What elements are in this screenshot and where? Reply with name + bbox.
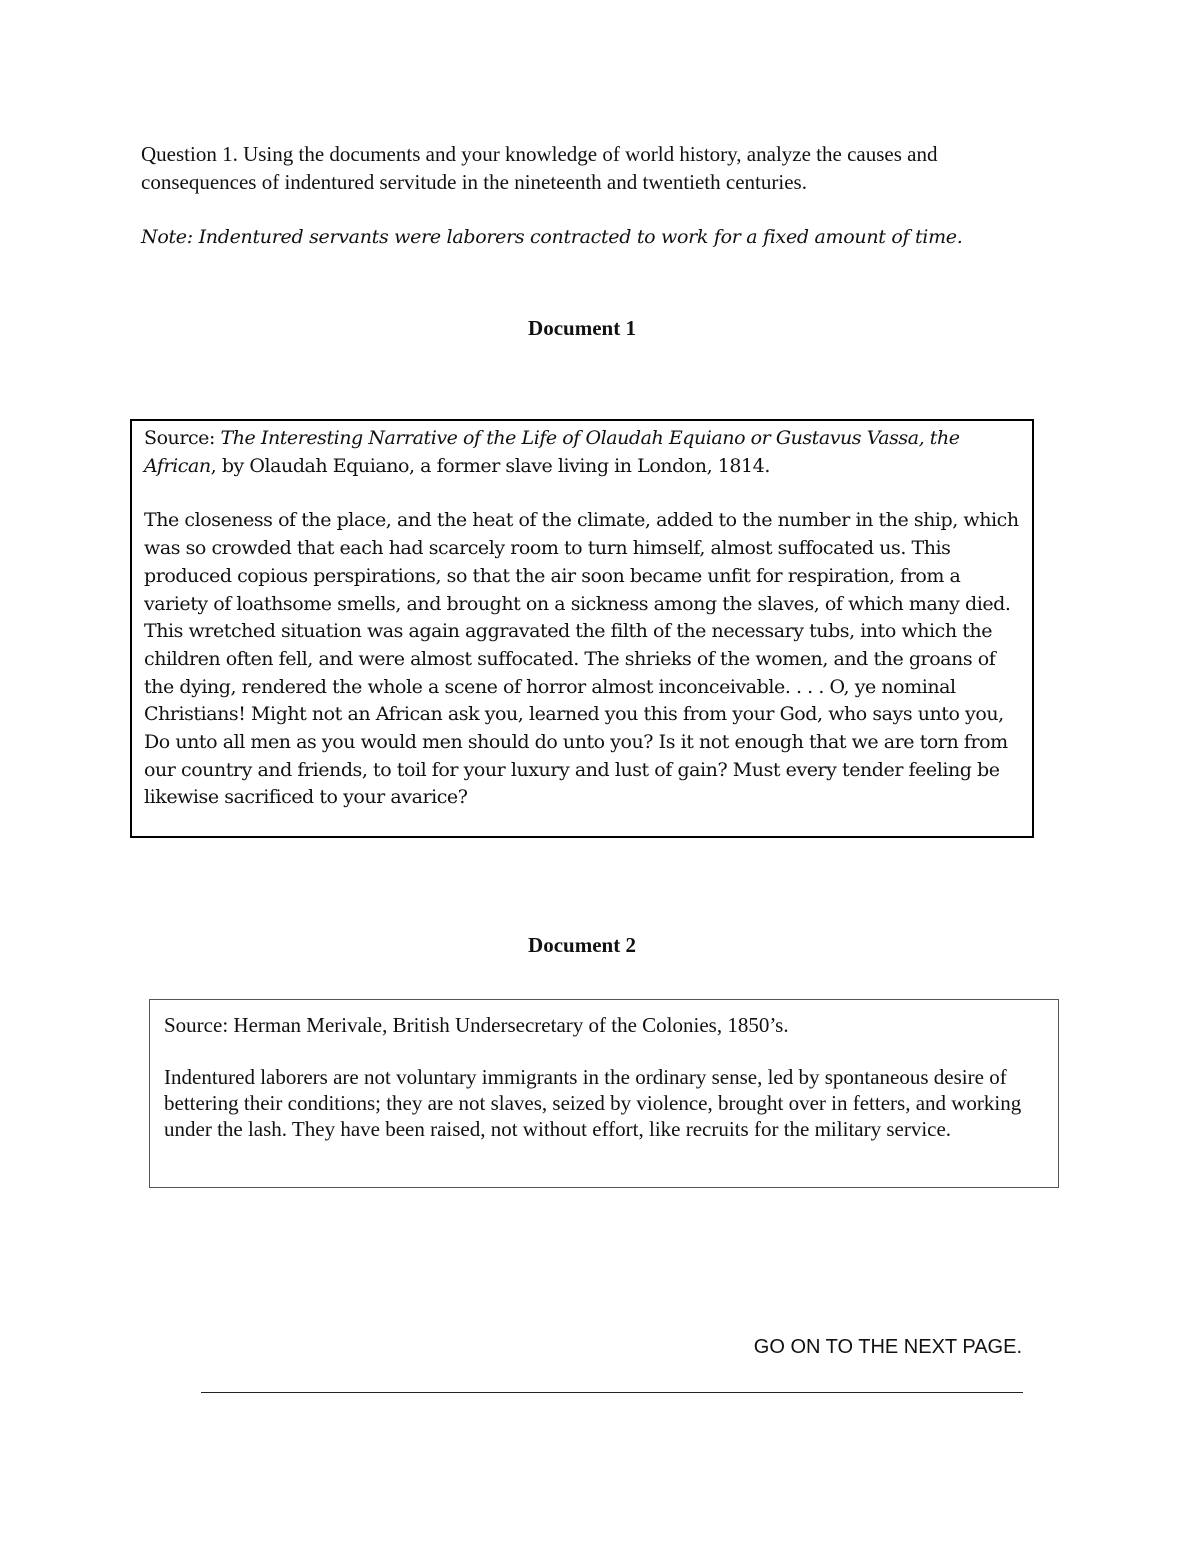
document-2-source: Source: Herman Merivale, British Undersecretary of the Colonies, 1850’s. <box>164 1013 789 1037</box>
document-1-heading: Document 1 <box>528 316 636 340</box>
document-1-source <box>144 425 1026 480</box>
note-text: Note: Indentured servants were laborers contracted to work for a fixed amount of time. <box>141 226 963 248</box>
document-1-source-details: , by Olaudah Equiano, a former slave living in London, 1814. <box>210 454 770 477</box>
document-2-heading: Document 2 <box>528 933 636 957</box>
document-2-body: Indentured laborers are not voluntary immigrants in the ordinary sense, led by spontaneous desire of bettering their conditions; they are not slaves, seized by violence, brought over in fetters, and working under the lash. They have been raised, not without effort, like recruits for the military service. <box>164 1065 1022 1141</box>
footer-divider <box>201 1392 1023 1393</box>
question-prompt: Question 1. Using the documents and your knowledge of world history, analyze the causes and consequences of indentured servitude in the nineteenth and twentieth centuries. <box>141 142 938 194</box>
document-1-body: The closeness of the place, and the heat of the climate, added to the number in the ship, which was so crowded that each had scarcely room to turn himself, almost suffocated us. This produced copious perspirations, so that the air soon became unfit for respiration, from a variety of loathsome smells, and brought on a sickness among the slaves, of which many died. This wretched situation was again aggravated the filth of the necessary tubs, into which the children often fell, and were almost suffocated. The shrieks of the women, and the groans of the dying, rendered the whole a scene of horror almost inconceivable. . . . O, ye nominal Christians! Might not an African ask you, learned you this from your God, who says unto you, Do unto all men as you would men should do unto you? Is it not enough that we are torn from our country and friends, to toil for your luxury and lust of gain? Must every tender feeling be likewise sacrificed to your avarice? <box>144 509 1019 809</box>
document-1-box <box>130 419 1034 838</box>
document-1-source-title: The Interesting Narrative of the Life of Olaudah Equiano or Gustavus Vassa, the African <box>144 427 960 477</box>
go-on-next-page-label: GO ON TO THE NEXT PAGE. <box>753 1336 1022 1358</box>
paragraph-gap <box>164 1038 1046 1064</box>
paragraph-gap <box>144 480 1026 507</box>
document-1-source-prefix: Source: <box>144 427 221 449</box>
document-2-box <box>149 999 1059 1188</box>
